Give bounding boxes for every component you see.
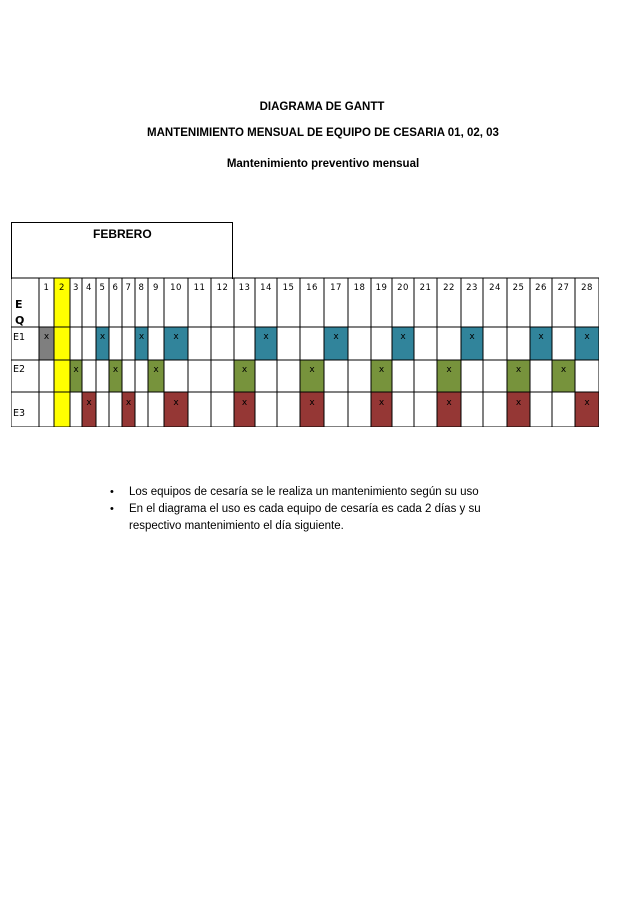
note-item <box>110 501 530 535</box>
task-mark: x <box>560 365 567 375</box>
day-header: 3 <box>73 283 79 293</box>
day-header: 8 <box>138 283 145 293</box>
day-header: 20 <box>397 283 409 293</box>
task-mark: x <box>584 398 590 408</box>
day-header: 5 <box>99 283 106 293</box>
day-header: 4 <box>86 283 92 293</box>
task-mark: x <box>469 332 475 342</box>
day-header: 7 <box>125 283 132 293</box>
day-header: 24 <box>489 283 501 293</box>
highlight-day-column <box>54 278 70 427</box>
task-mark: x <box>173 332 179 342</box>
day-header: 27 <box>557 283 570 293</box>
document-description: Mantenimiento preventivo mensual <box>226 158 420 170</box>
day-header: 18 <box>353 283 366 293</box>
task-mark: x <box>112 365 119 375</box>
day-header: 17 <box>330 283 342 293</box>
day-header: 2 <box>59 283 65 293</box>
document-title: DIAGRAMA DE GANTT <box>259 101 385 113</box>
task-mark: x <box>73 365 79 375</box>
gantt-grid <box>11 222 599 427</box>
bullet-icon: • <box>110 503 114 515</box>
day-header: 10 <box>170 283 182 293</box>
day-header: 12 <box>216 283 229 293</box>
task-mark: x <box>153 365 159 375</box>
task-mark: x <box>446 365 452 375</box>
task-mark: x <box>309 365 315 375</box>
task-mark: x <box>99 332 106 342</box>
task-mark: x <box>241 398 248 408</box>
task-mark: x <box>400 332 406 342</box>
day-header: 23 <box>466 283 478 293</box>
row-label: E2 <box>13 364 26 375</box>
eq-label: Q <box>15 314 25 327</box>
notes-list <box>110 484 530 535</box>
day-header: 1 <box>43 283 50 293</box>
day-header: 28 <box>581 283 593 293</box>
task-mark: x <box>309 398 315 408</box>
row-label: E3 <box>13 408 26 419</box>
bullet-icon: • <box>110 486 114 498</box>
task-mark: x <box>333 332 339 342</box>
note-text: En el diagrama el uso es cada equipo de cesaría es cada 2 días y su respectivo mantenimiento el día siguiente. <box>129 503 481 532</box>
task-mark: x <box>125 398 132 408</box>
task-mark: x <box>43 332 50 342</box>
day-header: 22 <box>443 283 455 293</box>
task-mark: x <box>86 398 92 408</box>
day-header: 15 <box>282 283 295 293</box>
task-mark: x <box>515 398 522 408</box>
day-header: 14 <box>260 283 272 293</box>
task-mark: x <box>378 365 385 375</box>
day-header: 19 <box>375 283 388 293</box>
task-mark: x <box>584 332 590 342</box>
task-mark: x <box>241 365 248 375</box>
task-mark: x <box>138 332 145 342</box>
day-header: 21 <box>419 283 432 293</box>
note-text: Los equipos de cesaría se le realiza un mantenimiento según su uso <box>129 486 479 498</box>
day-header: 26 <box>535 283 547 293</box>
day-header: 13 <box>238 283 251 293</box>
task-mark: x <box>173 398 179 408</box>
task-mark: x <box>446 398 452 408</box>
row-label: E1 <box>13 332 26 343</box>
eq-label: E <box>15 298 23 311</box>
task-mark: x <box>263 332 269 342</box>
task-mark: x <box>378 398 385 408</box>
day-header: 11 <box>193 283 206 293</box>
task-mark: x <box>538 332 544 342</box>
month-label: FEBRERO <box>93 227 152 241</box>
note-item <box>110 484 530 501</box>
document-subtitle: MANTENIMIENTO MENSUAL DE EQUIPO DE CESARIA 01, 02, 03 <box>147 127 499 139</box>
gantt-chart <box>11 222 599 427</box>
day-header: 25 <box>512 283 525 293</box>
day-header: 9 <box>153 283 159 293</box>
day-header: 6 <box>112 283 119 293</box>
task-mark: x <box>515 365 522 375</box>
day-header: 16 <box>306 283 318 293</box>
